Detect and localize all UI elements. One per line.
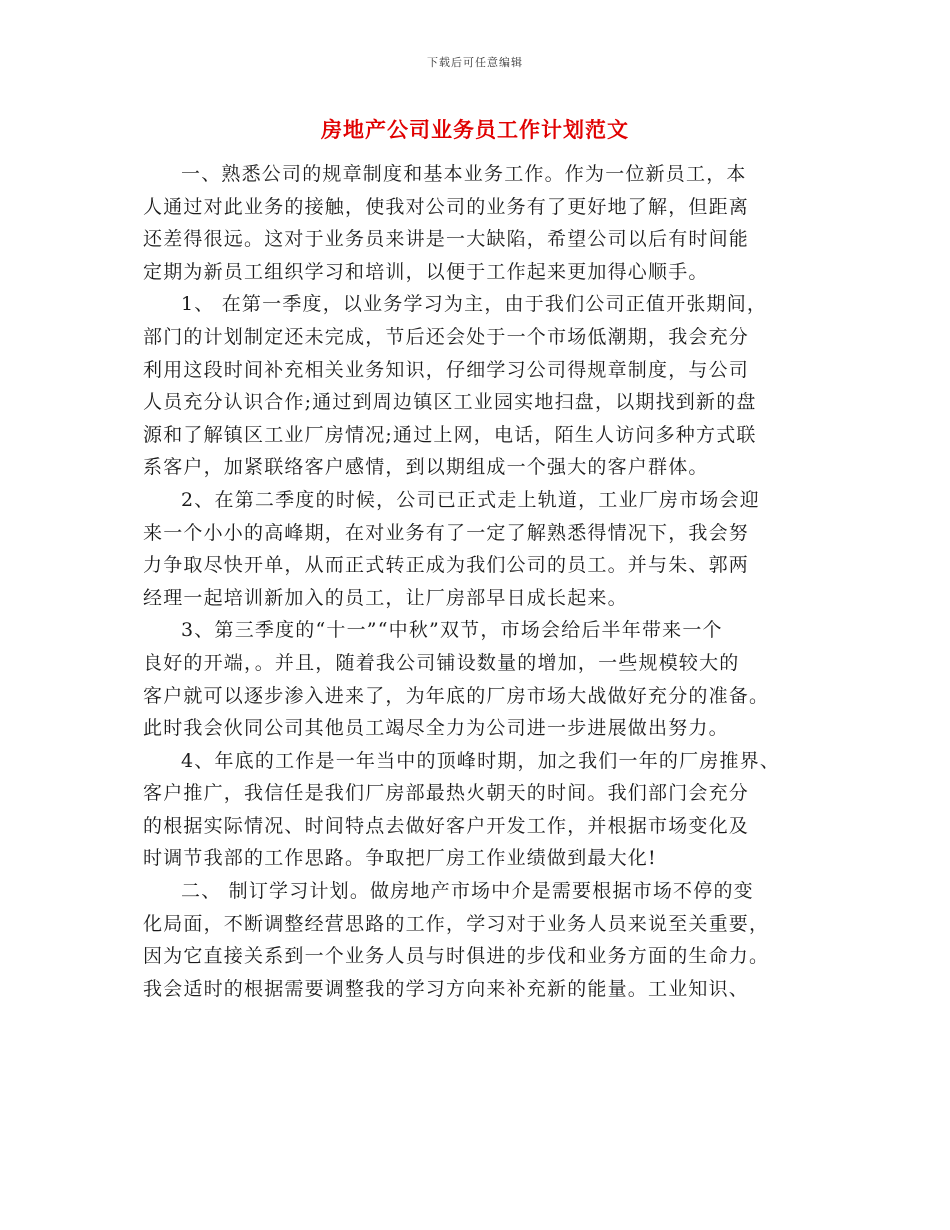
text-line: 2、在第二季度的时候，公司已正式走上轨道，工业厂房市场会迎 — [181, 488, 760, 511]
text-line: 此时我会伙同公司其他员工竭尽全力为公司进一步进展做出努力。 — [143, 717, 729, 740]
text-line: 化局面，不断调整经营思路的工作，学习对于业务人员来说至关重要， — [143, 912, 770, 935]
text-line: 定期为新员工组织学习和培训，以便于工作起来更加得心顺手。 — [143, 260, 709, 283]
text-line: 良好的开端，。并且，随着我公司铺设数量的增加，一些规模较大的 — [143, 651, 740, 674]
paragraph-3 — [143, 484, 823, 614]
text-line: 时调节我部的工作思路。争取把厂房工作业绩做到最大化! — [143, 847, 657, 870]
text-line: 系客户，加紧联络客户感情，到以期组成一个强大的客户群体。 — [143, 456, 709, 479]
text-line: 客户就可以逐步渗入进来了，为年底的厂房市场大战做好充分的准备。 — [143, 684, 770, 707]
text-line: 力争取尽快开单，从而正式转正成为我们公司的员工。并与朱、郭两 — [143, 554, 750, 577]
paragraph-4 — [143, 614, 823, 744]
text-line: 一、熟悉公司的规章制度和基本业务工作。作为一位新员工，本 — [181, 163, 747, 185]
document-body — [143, 158, 823, 1005]
text-line: 二、 制订学习计划。做房地产市场中介是需要根据市场不停的变 — [181, 880, 754, 903]
text-line: 利用这段时间补充相关业务知识，仔细学习公司得规章制度，与公司 — [143, 358, 750, 381]
paragraph-1 — [143, 158, 823, 288]
text-line: 的根据实际情况、时间特点去做好客户开发工作，并根据市场变化及 — [143, 814, 750, 837]
text-line: 人通过对此业务的接触，使我对公司的业务有了更好地了解，但距离 — [143, 195, 750, 218]
text-line: 来一个小小的高峰期，在对业务有了一定了解熟悉得情况下，我会努 — [143, 521, 750, 544]
text-line: 我会适时的根据需要调整我的学习方向来补充新的能量。工业知识、 — [143, 977, 750, 1000]
paragraph-6 — [143, 875, 823, 1005]
text-line: 因为它直接关系到一个业务人员与时俱进的步伐和业务方面的生命力。 — [143, 945, 770, 968]
document-title: 房地产公司业务员工作计划范文 — [321, 117, 629, 142]
text-line: 还差得很远。这对于业务员来讲是一大缺陷，希望公司以后有时间能 — [143, 228, 750, 251]
text-line: 部门的计划制定还未完成，节后还会处于一个市场低潮期，我会充分 — [143, 325, 750, 348]
text-line: 3、第三季度的“十一”“中秋”双节，市场会给后半年带来一个 — [181, 619, 723, 642]
text-line: 人员充分认识合作;通过到周边镇区工业园实地扫盘，以期找到新的盘 — [143, 391, 757, 414]
text-line: 客户推广，我信任是我们厂房部最热火朝天的时间。我们部门会充分 — [143, 782, 750, 805]
paragraph-5 — [143, 745, 823, 875]
header-note: 下载后可任意编辑 — [427, 56, 523, 69]
text-line: 经理一起培训新加入的员工，让厂房部早日成长起来。 — [143, 586, 628, 609]
text-line: 源和了解镇区工业厂房情况;通过上网，电话，陌生人访问多种方式联 — [143, 423, 757, 446]
paragraph-2 — [143, 288, 823, 484]
text-line: 4、年底的工作是一年当中的顶峰时期，加之我们一年的厂房推界、 — [181, 749, 781, 772]
text-line: 1、 在第一季度，以业务学习为主，由于我们公司正值开张期间， — [181, 293, 768, 316]
